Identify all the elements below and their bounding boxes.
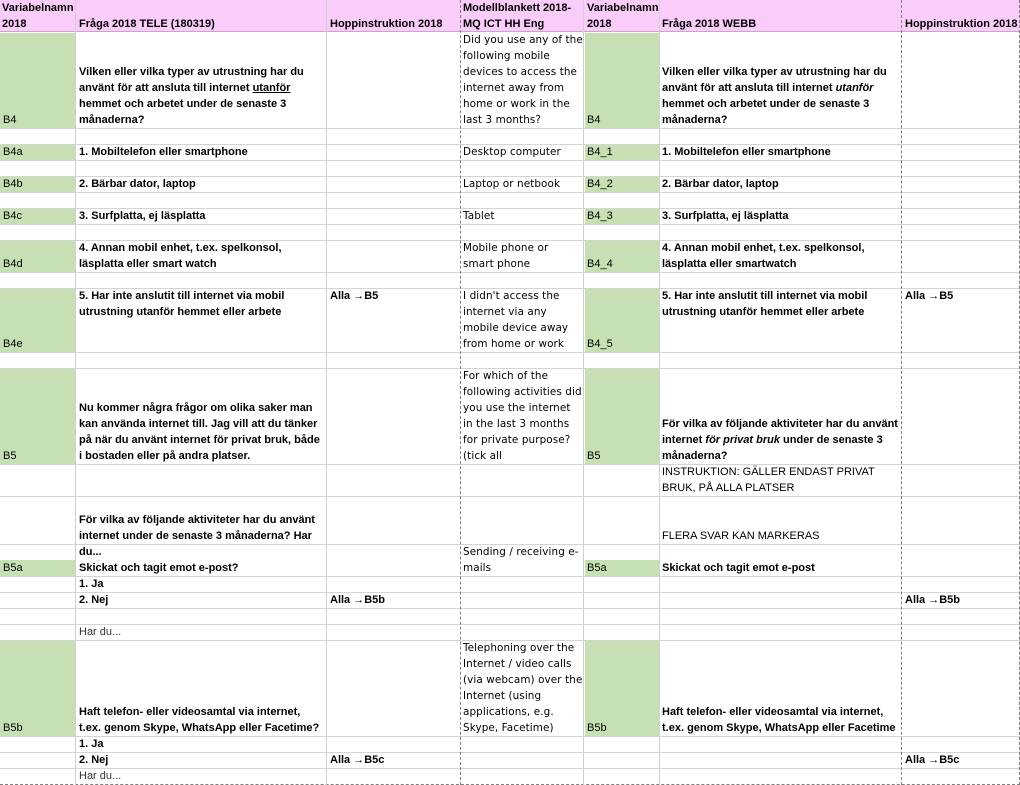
question-cell: 3. Surfplatta, ej läsplatta: [79, 210, 206, 222]
var-cell: B5: [3, 450, 17, 462]
question-text: För vilka av följande aktiviteter har du använt internet: [662, 418, 898, 446]
question-emphasis: för privat bruk: [705, 434, 780, 446]
question-cell: Nu kommer några frågor om olika saker man kan använda internet till. Jag vill att du tänker på när du använt internet för privat bruk, både i bostaden eller på andra platser.: [79, 402, 320, 462]
var-cell: B4e: [3, 338, 23, 350]
column-hopp-tele: [327, 0, 461, 785]
question-cell: Skickat och tagit emot e-post?: [79, 562, 239, 574]
question-cell: [662, 416, 898, 464]
answer-option: 2. Nej: [79, 594, 109, 606]
var-cell: B4d: [3, 258, 23, 270]
var-cell: B5a: [587, 562, 607, 574]
question-cell: För vilka av följande aktiviteter har du använt internet under de senaste 3 månaderna? Har du...: [79, 514, 315, 558]
var-cell: B5b: [3, 722, 23, 734]
question-cell: Har du...: [79, 770, 122, 782]
question-emphasis: utanför: [252, 82, 291, 94]
hopp-cell: Alla →B5b: [905, 594, 961, 606]
model-cell: Mobile phone or smart phone: [463, 242, 549, 270]
answer-option: 1. Ja: [79, 738, 104, 750]
hopp-cell: Alla →B5: [905, 290, 954, 302]
header-hopp-webb: Hoppinstruktion 2018: [905, 18, 1018, 30]
model-cell: Telephoning over the Internet / video calls (via webcam) over the Internet (using applications, e.g. Skype, Facetime): [463, 642, 583, 734]
var-cell: B4_2: [587, 178, 613, 190]
var-cell: B4_4: [587, 258, 613, 270]
answer-option: 2. Nej: [79, 754, 109, 766]
hopp-cell: Alla →B5: [330, 290, 379, 302]
question-text: Vilken eller vilka typer av utrustning har du använt för att ansluta till internet: [79, 66, 304, 94]
var-cell: B5b: [587, 722, 607, 734]
question-text: under de senaste 3 månaderna?: [662, 434, 883, 462]
header-hopp-tele: Hoppinstruktion 2018: [330, 18, 443, 30]
header-var-webb: Variabelnamn 2018: [587, 2, 659, 30]
question-emphasis: utanför: [835, 82, 874, 94]
header-var-tele: Variabelnamn 2018: [2, 2, 74, 30]
model-cell: Desktop computer: [463, 146, 561, 158]
var-cell: B4: [3, 114, 17, 126]
model-cell: I didn't access the internet via any mobile device away from home or work: [463, 290, 569, 350]
var-cell: B4_3: [587, 210, 613, 222]
var-cell: B4: [587, 114, 601, 126]
question-cell: Skickat och tagit emot e-post: [662, 562, 815, 574]
header-question-tele: Fråga 2018 TELE (180319): [79, 18, 215, 30]
question-cell: 1. Mobiltelefon eller smartphone: [79, 146, 248, 158]
var-cell: B4b: [3, 178, 23, 190]
question-cell: [662, 64, 898, 128]
question-cell: Haft telefon- eller videosamtal via internet, t.ex. genom Skype, WhatsApp eller Facetime: [662, 706, 896, 734]
question-cell: 5. Har inte anslutit till internet via mobil utrustning utanför hemmet eller arbete: [662, 290, 868, 318]
header-model: Modellblankett 2018- MQ ICT HH Eng: [463, 2, 572, 30]
var-cell: B5a: [3, 562, 23, 574]
model-cell: Tablet: [463, 210, 495, 222]
question-text: hemmet och arbetet under de senaste 3 månaderna?: [79, 98, 287, 126]
question-cell: 1. Mobiltelefon eller smartphone: [662, 146, 831, 158]
instruction-cell: FLERA SVAR KAN MARKERAS: [662, 530, 820, 542]
model-cell: Sending / receiving e-mails: [463, 546, 579, 574]
question-cell: 2. Bärbar dator, laptop: [79, 178, 196, 190]
var-cell: B4c: [3, 210, 22, 222]
hopp-cell: Alla →B5c: [330, 754, 385, 766]
model-cell: Laptop or netbook: [463, 178, 561, 190]
hopp-cell: Alla →B5b: [330, 594, 386, 606]
hopp-cell: Alla →B5c: [905, 754, 960, 766]
question-cell: 4. Annan mobil enhet, t.ex. spelkonsol, läsplatta eller smartwatch: [662, 242, 865, 270]
var-cell: B4_5: [587, 338, 613, 350]
question-cell: 3. Surfplatta, ej läsplatta: [662, 210, 789, 222]
question-text: hemmet och arbetet under de senaste 3 månaderna?: [662, 98, 870, 126]
var-cell: B4a: [3, 146, 23, 158]
var-cell: B4_1: [587, 146, 613, 158]
model-cell: Did you use any of the following mobile devices to access the internet away from home or work in the last 3 months?: [463, 34, 583, 126]
column-hopp-webb: [902, 0, 1020, 785]
header-question-webb: Fråga 2018 WEBB: [662, 18, 757, 30]
question-text: Vilken eller vilka typer av utrustning har du använt för att ansluta till internet: [662, 66, 887, 94]
question-cell: 4. Annan mobil enhet, t.ex. spelkonsol, läsplatta eller smart watch: [79, 242, 282, 270]
question-cell: [79, 64, 323, 128]
question-cell: 2. Bärbar dator, laptop: [662, 178, 779, 190]
question-cell: Har du...: [79, 626, 122, 638]
question-cell: Haft telefon- eller videosamtal via internet, t.ex. genom Skype, WhatsApp eller Facetime?: [79, 706, 320, 734]
instruction-cell: INSTRUKTION: GÄLLER ENDAST PRIVAT BRUK, PÅ ALLA PLATSER: [662, 466, 875, 494]
var-cell: B5: [587, 450, 601, 462]
question-cell: 5. Har inte anslutit till internet via mobil utrustning utanför hemmet eller arbete: [79, 290, 285, 318]
model-cell: For which of the following activities did you use the internet in the last 3 months for private purpose? (tick all: [463, 370, 582, 462]
answer-option: 1. Ja: [79, 578, 104, 590]
